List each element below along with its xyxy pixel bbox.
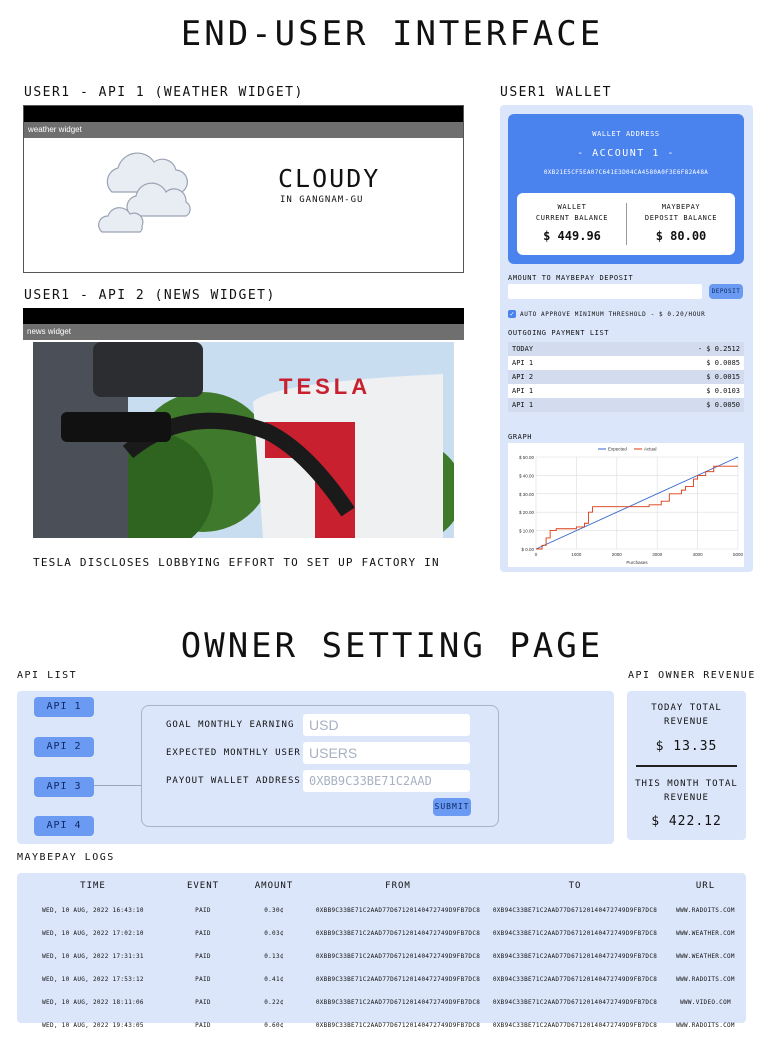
expected-users-input[interactable]: USERS — [303, 742, 470, 764]
submit-button[interactable]: SUBMIT — [433, 798, 471, 816]
log-row — [17, 968, 746, 991]
col-time: TIME — [80, 881, 106, 891]
payment-amount: - $ 0.2512 — [697, 345, 740, 353]
chart-ytick-label: $ 10.00 — [518, 528, 534, 534]
log-url[interactable]: WWW.WEATHER.COM — [676, 953, 735, 960]
news-headline[interactable]: TESLA DISCLOSES LOBBYING EFFORT TO SET UP FACTORY IN — [33, 556, 440, 569]
payment-label: API 1 — [512, 387, 534, 395]
log-amount: 0.13¢ — [264, 953, 284, 960]
log-from: 0XBB9C33BE71C2AAD77D67120140472749D9FB7DC8 — [315, 999, 481, 1006]
current-balance-label-1: WALLET — [557, 203, 587, 211]
today-revenue-value: $ 13.35 — [655, 739, 718, 754]
log-event: PAID — [195, 907, 211, 914]
log-from: 0XBB9C33BE71C2AAD77D67120140472749D9FB7DC8 — [315, 976, 481, 983]
graph-title: GRAPH — [508, 433, 533, 441]
chart-ytick-label: $ 20.00 — [518, 510, 534, 516]
payment-label: TODAY — [512, 345, 534, 353]
log-time: WED, 10 AUG, 2022 19:43:05 — [42, 1022, 144, 1029]
chart-xtick-label: 0 — [534, 552, 538, 557]
logs-header-row — [17, 873, 746, 899]
log-to: 0XB94C33BE71C2AAD77D67120140472749D9FB7DC8 — [492, 953, 658, 960]
col-url: URL — [695, 881, 716, 891]
revenue-title: API OWNER REVENUE — [628, 670, 756, 681]
owner-title: OWNER SETTING PAGE — [180, 626, 604, 666]
log-time: WED, 10 AUG, 2022 17:31:31 — [42, 953, 144, 960]
chart-xtick-label: 4000 — [692, 552, 703, 557]
graph-area — [508, 443, 744, 567]
log-event: PAID — [195, 930, 211, 937]
news-image-brand: TESLA — [279, 374, 372, 399]
account-name: - ACCOUNT 1 - — [577, 148, 675, 159]
auto-approve-checkbox[interactable]: ✓ — [509, 310, 515, 318]
cloud-icon — [94, 144, 204, 234]
log-url[interactable]: WWW.VIDEO.COM — [680, 999, 731, 1006]
revenue-panel — [627, 691, 746, 840]
weather-widget — [23, 105, 464, 273]
log-to: 0XB94C33BE71C2AAD77D67120140472749D9FB7DC8 — [492, 1022, 658, 1029]
log-url[interactable]: WWW.RADOITS.COM — [676, 976, 735, 983]
payout-address-label: PAYOUT WALLET ADDRESS — [166, 776, 301, 786]
log-from: 0XBB9C33BE71C2AAD77D67120140472749D9FB7DC8 — [315, 1022, 481, 1029]
log-time: WED, 10 AUG, 2022 17:02:10 — [42, 930, 144, 937]
deposit-amount-input[interactable] — [508, 284, 702, 299]
today-revenue-label: TODAY TOTAL REVENUE — [651, 703, 722, 727]
wallet-section-title: USER1 WALLET — [500, 85, 612, 100]
log-amount: 0.22¢ — [264, 999, 284, 1006]
api-list-title: API LIST — [17, 670, 78, 681]
expected-users-label: EXPECTED MONTHLY USER — [166, 748, 301, 758]
news-section-title: USER1 - API 2 (NEWS WIDGET) — [24, 288, 276, 303]
payment-chart — [508, 443, 744, 567]
payment-row — [508, 384, 744, 398]
chart-xtick-label: 2000 — [611, 552, 622, 557]
revenue-divider — [636, 765, 737, 767]
log-from: 0XBB9C33BE71C2AAD77D67120140472749D9FB7DC8 — [315, 953, 481, 960]
logs-table — [17, 873, 746, 1037]
chart-ytick-label: $ 0.00 — [521, 547, 534, 552]
wallet-card — [508, 114, 744, 264]
payment-label: API 2 — [512, 373, 534, 381]
log-url[interactable]: WWW.RADOITS.COM — [676, 907, 735, 914]
weather-location: IN GANGNAM-GU — [280, 195, 364, 205]
log-to: 0XB94C33BE71C2AAD77D67120140472749D9FB7DC8 — [492, 930, 658, 937]
weather-condition: CLOUDY — [278, 164, 381, 193]
log-event: PAID — [195, 976, 211, 983]
log-time: WED, 10 AUG, 2022 18:11:06 — [42, 999, 144, 1006]
current-balance — [517, 203, 627, 243]
end-user-title: END-USER INTERFACE — [180, 14, 604, 54]
chart-series-actual — [536, 466, 738, 549]
news-widget — [23, 308, 464, 572]
log-amount: 0.60¢ — [264, 1022, 284, 1029]
log-to: 0XB94C33BE71C2AAD77D67120140472749D9FB7DC8 — [492, 999, 658, 1006]
wallet-address-label: WALLET ADDRESS — [592, 130, 660, 138]
deposit-balance-value: $ 80.00 — [655, 229, 707, 243]
log-amount: 0.30¢ — [264, 907, 284, 914]
log-amount: 0.03¢ — [264, 930, 284, 937]
goal-earning-input[interactable]: USD — [303, 714, 470, 736]
api-3-connector — [94, 785, 141, 786]
col-event: EVENT — [186, 881, 220, 891]
log-event: PAID — [195, 953, 211, 960]
api-2-button[interactable]: API 2 — [34, 737, 94, 757]
payment-amount: $ 0.0085 — [706, 359, 740, 367]
chart-xtick-label: 1000 — [571, 552, 582, 557]
payment-list — [508, 342, 744, 412]
deposit-button[interactable]: DEPOSIT — [709, 284, 743, 299]
col-from: FROM — [385, 881, 411, 891]
wallet-address: 0XB21E5CF5EA07C641E3D04CA4580A0F3E6F82A48A — [543, 169, 709, 176]
log-url[interactable]: WWW.RADOITS.COM — [676, 1022, 735, 1029]
payment-row — [508, 370, 744, 384]
api-settings-form — [141, 705, 499, 827]
log-from: 0XBB9C33BE71C2AAD77D67120140472749D9FB7DC8 — [315, 907, 481, 914]
chart-ytick-label: $ 30.00 — [518, 491, 534, 497]
payment-amount: $ 0.0015 — [706, 373, 740, 381]
payment-row — [508, 398, 744, 412]
log-row — [17, 1014, 746, 1037]
chart-ytick-label: $ 40.00 — [518, 473, 534, 479]
month-revenue-value: $ 422.12 — [651, 814, 722, 829]
news-widget-bar: news widget — [23, 324, 464, 340]
outgoing-title: OUTGOING PAYMENT LIST — [508, 329, 610, 337]
payment-row — [508, 342, 744, 356]
news-topbar — [23, 308, 464, 324]
auto-approve-label: AUTO APPROVE MINIMUM THRESHOLD - $ 0.20/HOUR — [520, 311, 706, 318]
log-row — [17, 899, 746, 922]
chart-xtick-label: 3000 — [652, 552, 663, 557]
chart-legend-label: Expected — [608, 446, 627, 452]
current-balance-label-2: CURRENT BALANCE — [535, 214, 609, 222]
col-amount: AMOUNT — [254, 881, 294, 891]
deposit-amount-label: AMOUNT TO MAYBEPAY DEPOSIT — [508, 274, 634, 282]
api-list-panel — [17, 691, 614, 844]
log-from: 0XBB9C33BE71C2AAD77D67120140472749D9FB7DC8 — [315, 930, 481, 937]
col-to: TO — [568, 881, 582, 891]
log-event: PAID — [195, 1022, 211, 1029]
log-to: 0XB94C33BE71C2AAD77D67120140472749D9FB7DC8 — [492, 907, 658, 914]
chart-ytick-label: $ 50.00 — [518, 455, 534, 460]
goal-earning-label: GOAL MONTHLY EARNING — [166, 720, 295, 730]
deposit-balance-label-1: MAYBEPAY — [661, 203, 701, 211]
log-url[interactable]: WWW.WEATHER.COM — [676, 930, 735, 937]
log-row — [17, 991, 746, 1014]
chart-xtick-label: 5000 — [732, 552, 744, 557]
current-balance-value: $ 449.96 — [543, 229, 601, 243]
weather-topbar — [24, 106, 463, 122]
log-row — [17, 922, 746, 945]
payment-label: API 1 — [512, 359, 534, 367]
log-event: PAID — [195, 999, 211, 1006]
news-image — [33, 342, 454, 538]
api-3-button[interactable]: API 3 — [34, 777, 94, 797]
log-amount: 0.41¢ — [264, 976, 284, 983]
chart-legend-label: Actual — [644, 446, 657, 452]
balance-box — [517, 193, 735, 255]
api-1-button[interactable]: API 1 — [34, 697, 94, 717]
chart-series-expected — [536, 457, 738, 549]
payment-amount: $ 0.0103 — [706, 387, 740, 395]
logs-body — [17, 899, 746, 1037]
log-time: WED, 10 AUG, 2022 17:53:12 — [42, 976, 144, 983]
payment-amount: $ 0.0050 — [706, 401, 740, 409]
deposit-balance-label-2: DEPOSIT BALANCE — [644, 214, 718, 222]
deposit-balance — [627, 203, 735, 243]
weather-widget-bar: weather widget — [24, 122, 463, 138]
api-4-button[interactable]: API 4 — [34, 816, 94, 836]
logs-panel — [17, 873, 746, 1029]
weather-section-title: USER1 - API 1 (WEATHER WIDGET) — [24, 85, 304, 100]
wallet-panel — [500, 105, 753, 572]
payment-row — [508, 356, 744, 370]
log-to: 0XB94C33BE71C2AAD77D67120140472749D9FB7DC8 — [492, 976, 658, 983]
payout-address-input[interactable]: 0XBB9C33BE71C2AAD — [303, 770, 470, 792]
chart-xlabel: Purchases — [626, 560, 648, 565]
month-revenue-label: THIS MONTH TOTAL REVENUE — [635, 779, 738, 803]
logs-title: MAYBEPAY LOGS — [17, 852, 115, 863]
log-time: WED, 10 AUG, 2022 16:43:10 — [42, 907, 144, 914]
payment-label: API 1 — [512, 401, 534, 409]
log-row — [17, 945, 746, 968]
